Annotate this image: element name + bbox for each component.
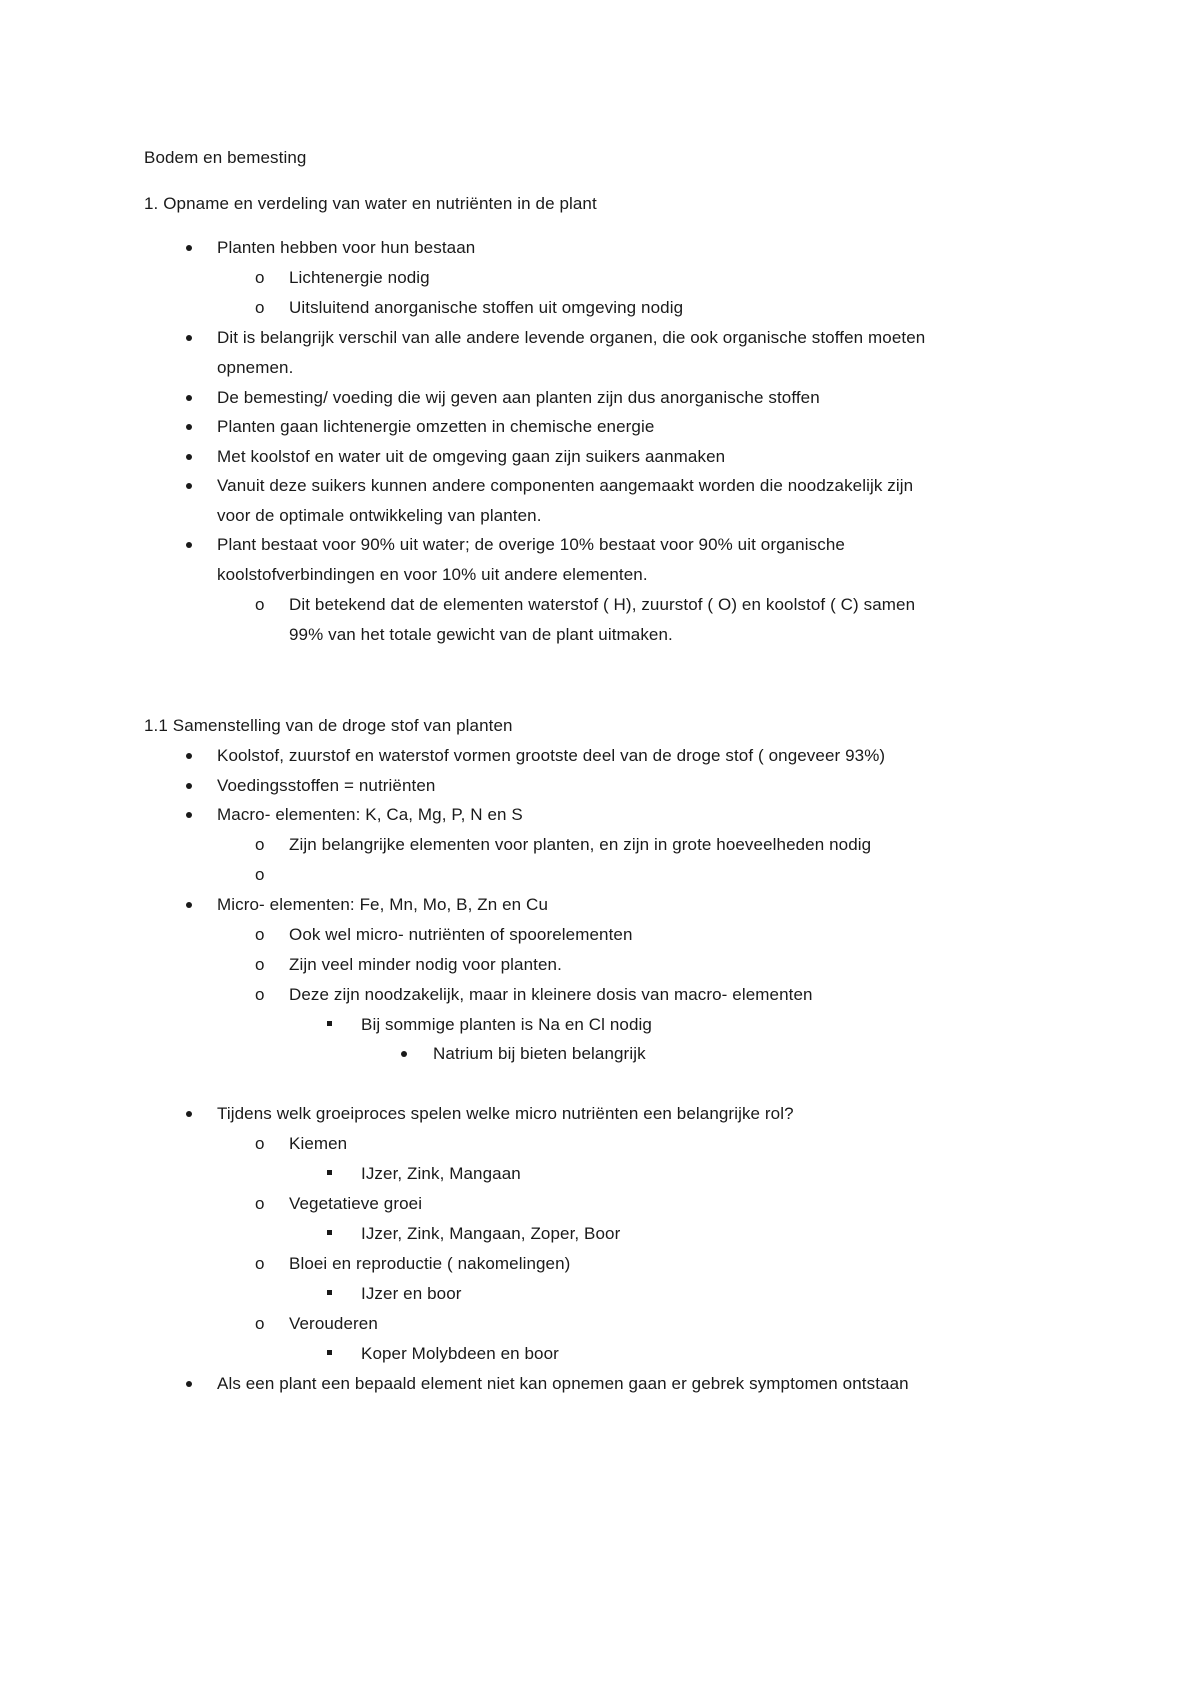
bullet-dot <box>186 245 192 251</box>
bullet-circle: o <box>255 865 265 884</box>
list-item: IJzer en boor <box>361 1284 462 1303</box>
list-item: Planten hebben voor hun bestaan <box>217 238 476 257</box>
bullet-dot <box>186 1111 192 1117</box>
list-item: Vanuit deze suikers kunnen andere componenten aangemaakt worden die noodzakelijk zijn <box>217 476 914 495</box>
bullet-dot <box>186 335 192 341</box>
list-item-continuation: koolstofverbindingen en voor 10% uit andere elementen. <box>217 565 648 584</box>
bullet-dot <box>186 424 192 430</box>
bullet-circle: o <box>255 595 265 614</box>
list-item: Lichtenergie nodig <box>289 268 430 287</box>
list-item: Zijn belangrijke elementen voor planten, en zijn in grote hoeveelheden nodig <box>289 835 872 854</box>
bullet-dot <box>186 483 192 489</box>
list-item-continuation: opnemen. <box>217 358 294 377</box>
list-item: De bemesting/ voeding die wij geven aan planten zijn dus anorganische stoffen <box>217 388 820 407</box>
bullet-circle: o <box>255 298 265 317</box>
bullet-square <box>327 1230 332 1235</box>
bullet-dot <box>186 395 192 401</box>
bullet-dot <box>401 1051 407 1057</box>
list-item: Als een plant een bepaald element niet kan opnemen gaan er gebrek symptomen ontstaan <box>217 1374 909 1393</box>
list-item: Plant bestaat voor 90% uit water; de overige 10% bestaat voor 90% uit organische <box>217 535 845 554</box>
bullet-dot <box>186 783 192 789</box>
bullet-dot <box>186 542 192 548</box>
section-1-heading: 1. Opname en verdeling van water en nutriënten in de plant <box>144 194 597 213</box>
list-item: Kiemen <box>289 1134 348 1153</box>
list-item: Koper Molybdeen en boor <box>361 1344 559 1363</box>
list-item-continuation: voor de optimale ontwikkeling van planten. <box>217 506 542 525</box>
bullet-dot <box>186 454 192 460</box>
list-item: Deze zijn noodzakelijk, maar in kleinere dosis van macro- elementen <box>289 985 813 1004</box>
list-item: Dit is belangrijk verschil van alle andere levende organen, die ook organische stoffen moeten <box>217 328 926 347</box>
bullet-circle: o <box>255 1194 265 1213</box>
list-item: Met koolstof en water uit de omgeving gaan zijn suikers aanmaken <box>217 447 726 466</box>
bullet-circle: o <box>255 925 265 944</box>
list-item: IJzer, Zink, Mangaan, Zoper, Boor <box>361 1224 621 1243</box>
bullet-circle: o <box>255 955 265 974</box>
bullet-dot <box>186 1381 192 1387</box>
bullet-circle: o <box>255 1134 265 1153</box>
bullet-dot <box>186 753 192 759</box>
list-item: Bij sommige planten is Na en Cl nodig <box>361 1015 652 1034</box>
bullet-square <box>327 1170 332 1175</box>
list-item: Tijdens welk groeiproces spelen welke micro nutriënten een belangrijke rol? <box>217 1104 794 1123</box>
bullet-dot <box>186 812 192 818</box>
list-item: Voedingsstoffen = nutriënten <box>217 776 436 795</box>
bullet-circle: o <box>255 1314 265 1333</box>
bullet-circle: o <box>255 268 265 287</box>
bullet-circle: o <box>255 1254 265 1273</box>
document-title: Bodem en bemesting <box>144 148 307 167</box>
list-item: Bloei en reproductie ( nakomelingen) <box>289 1254 571 1273</box>
bullet-dot <box>186 902 192 908</box>
list-item: Dit betekend dat de elementen waterstof ( H), zuurstof ( O) en koolstof ( C) samen <box>289 595 916 614</box>
bullet-square <box>327 1350 332 1355</box>
list-item: Zijn veel minder nodig voor planten. <box>289 955 562 974</box>
list-item: Natrium bij bieten belangrijk <box>433 1044 646 1063</box>
list-item: Planten gaan lichtenergie omzetten in chemische energie <box>217 417 655 436</box>
list-item: Macro- elementen: K, Ca, Mg, P, N en S <box>217 805 523 824</box>
list-item: Vegetatieve groei <box>289 1194 423 1213</box>
list-item: Micro- elementen: Fe, Mn, Mo, B, Zn en Cu <box>217 895 548 914</box>
list-item: Verouderen <box>289 1314 378 1333</box>
list-item-continuation: 99% van het totale gewicht van de plant uitmaken. <box>289 625 673 644</box>
bullet-circle: o <box>255 835 265 854</box>
list-item: IJzer, Zink, Mangaan <box>361 1164 521 1183</box>
list-item: Koolstof, zuurstof en waterstof vormen grootste deel van de droge stof ( ongeveer 93%) <box>217 746 886 765</box>
section-1-1-heading: 1.1 Samenstelling van de droge stof van planten <box>144 716 513 735</box>
bullet-square <box>327 1021 332 1026</box>
bullet-circle: o <box>255 985 265 1004</box>
bullet-square <box>327 1290 332 1295</box>
list-item: Uitsluitend anorganische stoffen uit omgeving nodig <box>289 298 684 317</box>
list-item: Ook wel micro- nutriënten of spoorelementen <box>289 925 633 944</box>
